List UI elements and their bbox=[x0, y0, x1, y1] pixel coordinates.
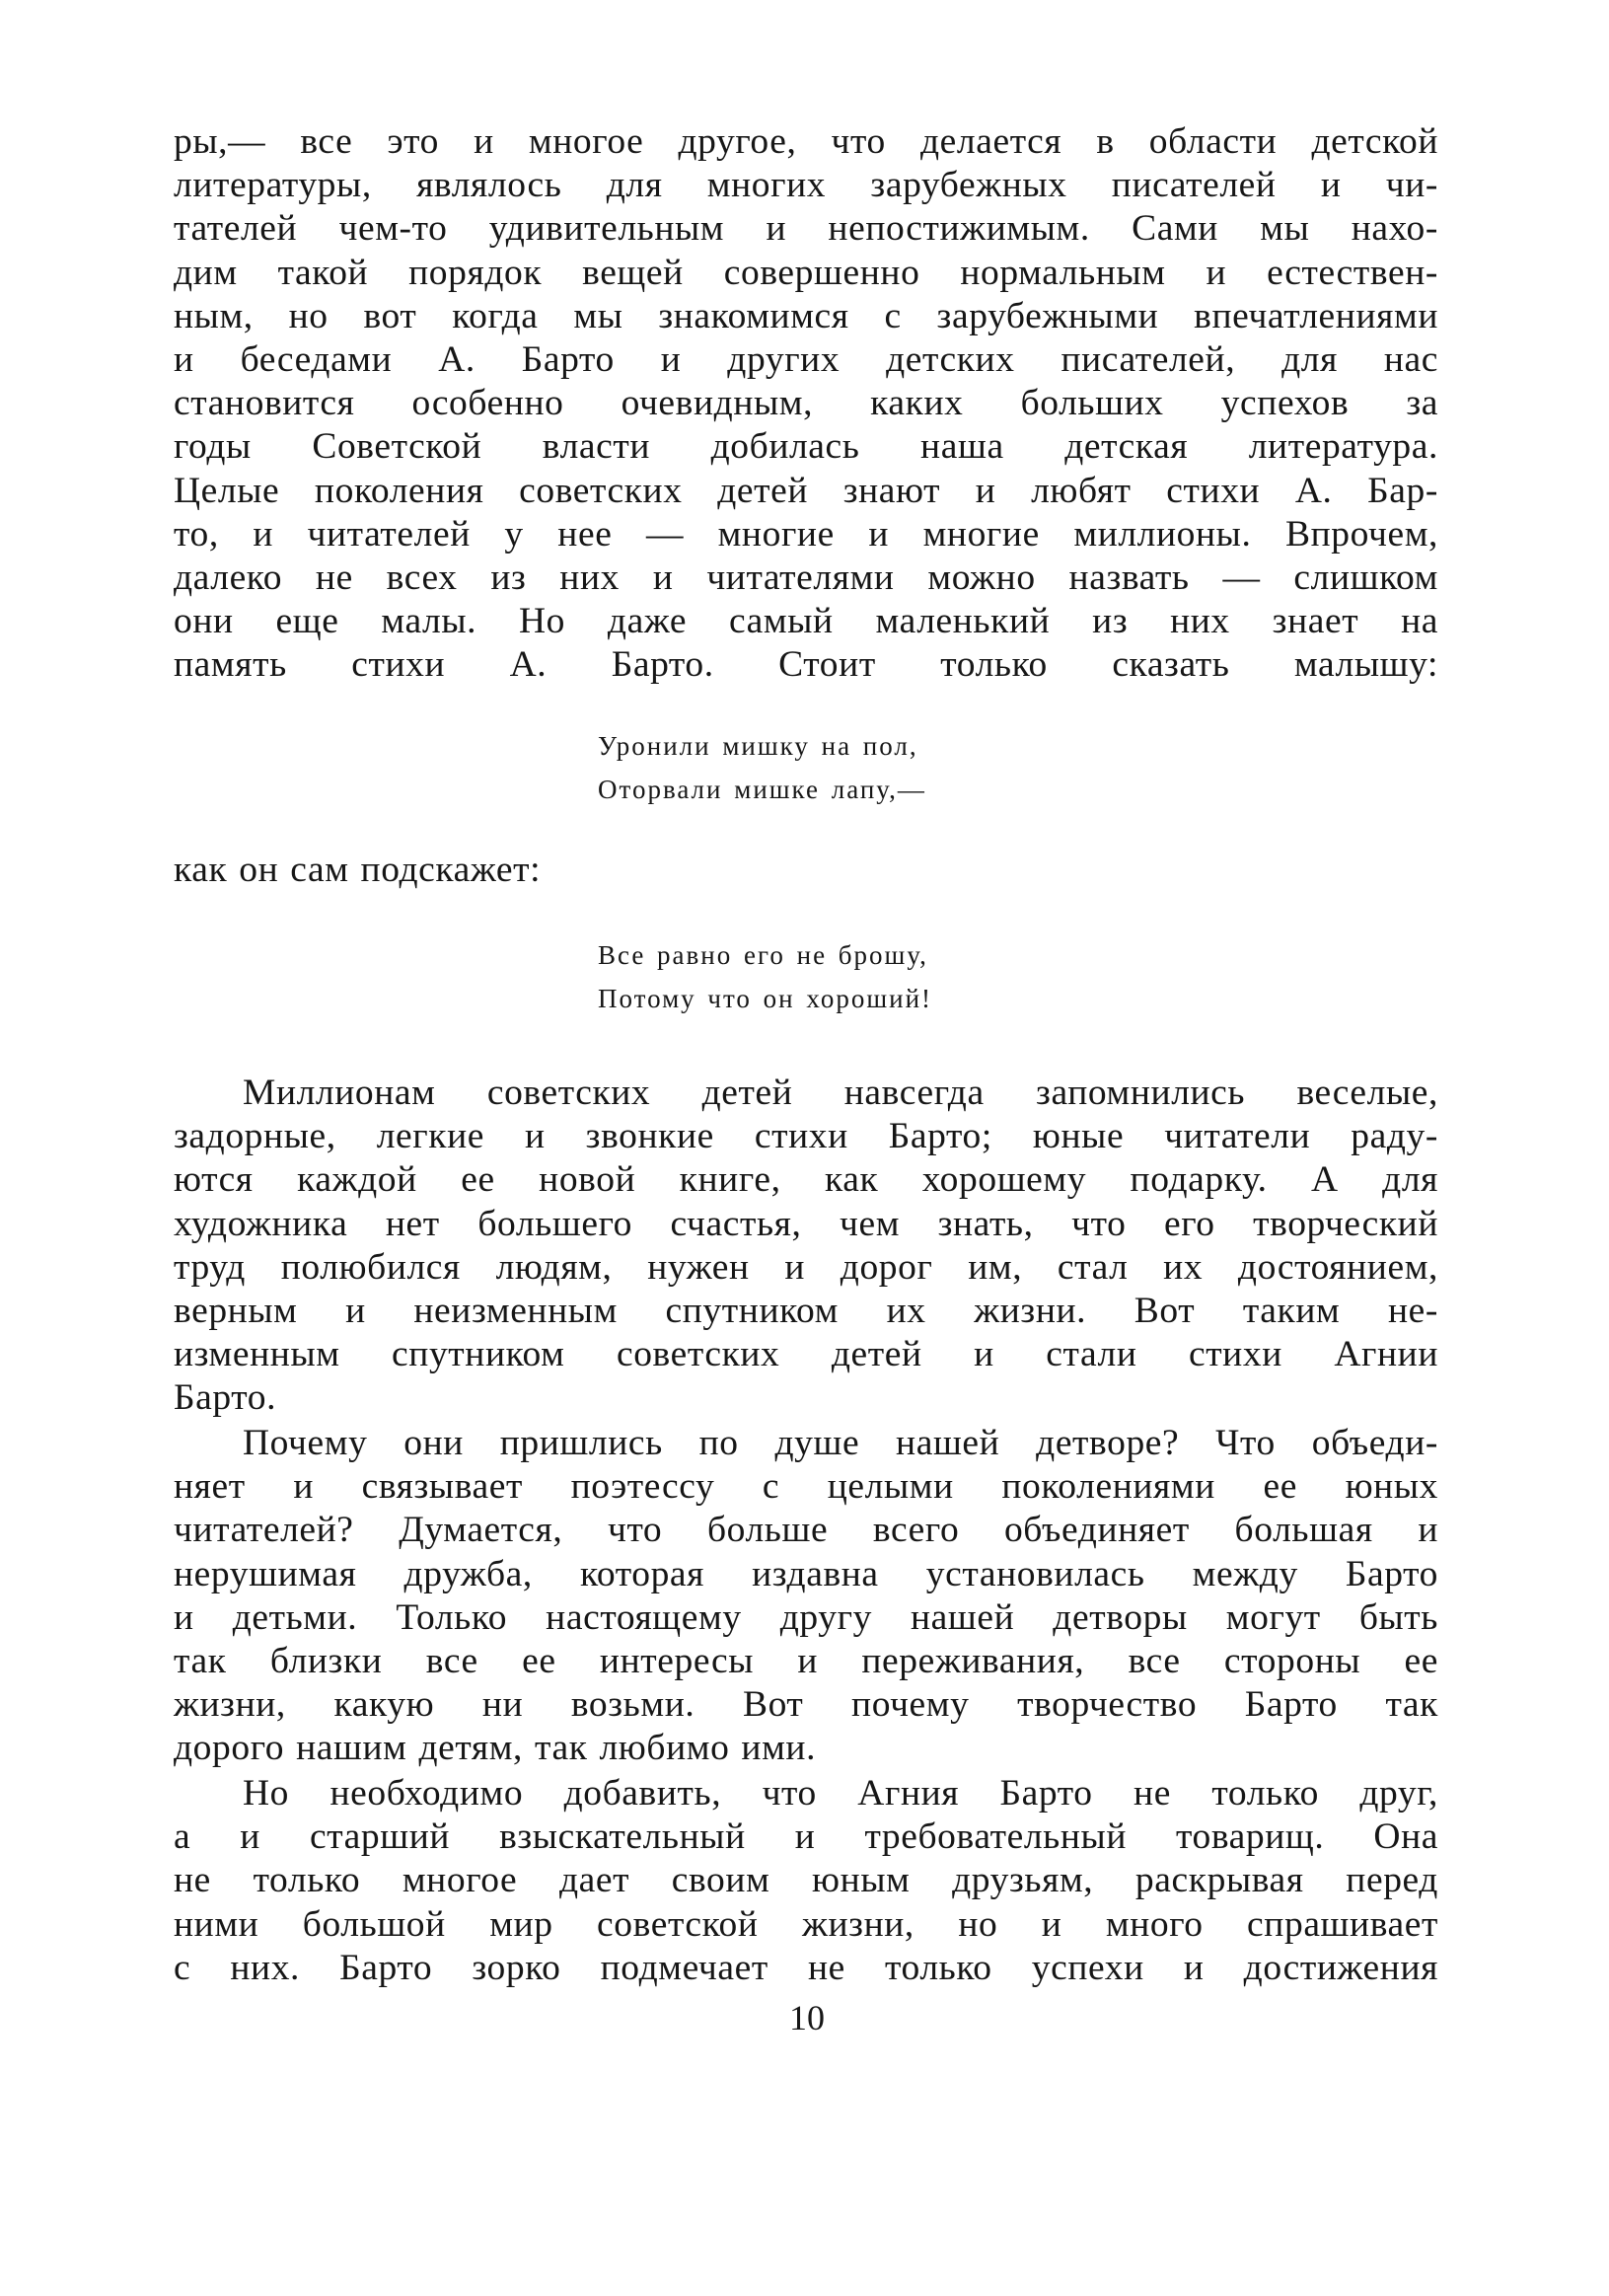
text-line: дим такой порядок вещей совершенно нормальным и естествен- bbox=[174, 252, 1438, 293]
text-line: как он сам подскажет: bbox=[174, 850, 542, 890]
text-line: Но необходимо добавить, что Агния Барто не только друг, bbox=[243, 1773, 1438, 1814]
poem-line: Все равно его не брошу, bbox=[598, 940, 928, 970]
text-line: то, и читателей у нее — многие и многие миллионы. Впрочем, bbox=[174, 513, 1438, 555]
text-line: а и старший взыскательный и требовательный товарищ. Она bbox=[174, 1816, 1438, 1858]
text-line: Миллионам советских детей навсегда запомнились веселые, bbox=[243, 1073, 1438, 1113]
text-line: няет и связывает поэтессу с целыми поколениями ее юных bbox=[174, 1466, 1438, 1508]
poem-quote-1 bbox=[598, 724, 926, 811]
paragraph-4 bbox=[174, 1422, 1438, 1771]
text-line: читателей? Думается, что больше всего объединяет большая и bbox=[174, 1510, 1438, 1551]
text-line: и детьми. Только настоящему другу нашей детворы могут быть bbox=[174, 1596, 1438, 1638]
text-line: память стихи А. Барто. Стоит только сказать малышу: bbox=[174, 644, 1438, 686]
text-line: задорные, легкие и звонкие стихи Барто; юные читатели раду- bbox=[174, 1116, 1438, 1157]
text-line: ным, но вот когда мы знакомимся с зарубежными впечатлениями bbox=[174, 295, 1438, 336]
text-line: литературы, являлось для многих зарубежных писателей и чи- bbox=[174, 165, 1438, 206]
text-line: не только многое дает своим юным друзьям, раскрывая перед bbox=[174, 1860, 1438, 1901]
text-line: так близки все ее интересы и переживания, все стороны ее bbox=[174, 1641, 1438, 1682]
text-line: далеко не всех из них и читателями можно назвать — слишком bbox=[174, 557, 1438, 599]
text-line: ними большой мир советской жизни, но и много спрашивает bbox=[174, 1903, 1438, 1945]
text-line: годы Советской власти добилась наша детская литература. bbox=[174, 426, 1438, 468]
text-line: верным и неизменным спутником их жизни. Вот таким не- bbox=[174, 1291, 1438, 1332]
text-line: труд полюбился людям, нужен и дорог им, стал их достоянием, bbox=[174, 1246, 1438, 1288]
text-line: с них. Барто зорко подмечает не только успехи и достижения bbox=[174, 1947, 1438, 1988]
text-line: жизни, какую ни возьми. Вот почему творчество Барто так bbox=[174, 1684, 1438, 1726]
text-line: Барто. bbox=[174, 1377, 277, 1419]
paragraph-3 bbox=[174, 1072, 1438, 1421]
paragraph-2 bbox=[174, 849, 1438, 892]
text-line: они еще малы. Но даже самый маленький из них знает на bbox=[174, 601, 1438, 642]
poem-line: Потому что он хороший! bbox=[598, 984, 933, 1013]
text-line: ры,— все это и многое другое, что делается в области детской bbox=[174, 121, 1438, 162]
paragraph-1 bbox=[174, 120, 1438, 688]
text-line: тателей чем-то удивительным и непостижимым. Сами мы нахо- bbox=[174, 208, 1438, 250]
text-line: Почему они пришлись по душе нашей детворе? Что объеди- bbox=[243, 1423, 1438, 1463]
text-line: изменным спутником советских детей и стали стихи Агнии bbox=[174, 1334, 1438, 1375]
text-line: дорого нашим детям, так любимо ими. bbox=[174, 1728, 817, 1769]
poem-quote-2 bbox=[598, 933, 932, 1020]
text-line: ются каждой ее новой книге, как хорошему подарку. А для bbox=[174, 1159, 1438, 1201]
poem-line: Уронили мишку на пол, bbox=[598, 731, 918, 761]
text-line: художника нет большего счастья, чем знать, что его творческий bbox=[174, 1203, 1438, 1244]
text-line: и беседами А. Барто и других детских писателей, для нас bbox=[174, 339, 1438, 381]
paragraph-5 bbox=[174, 1772, 1438, 1990]
text-line: становится особенно очевидным, каких больших успехов за bbox=[174, 383, 1438, 424]
page-number: 10 bbox=[789, 1998, 825, 2037]
poem-line: Оторвали мишке лапу,— bbox=[598, 775, 926, 804]
text-line: нерушимая дружба, которая издавна установилась между Барто bbox=[174, 1553, 1438, 1594]
text-line: Целые поколения советских детей знают и любят стихи А. Бар- bbox=[174, 470, 1438, 511]
